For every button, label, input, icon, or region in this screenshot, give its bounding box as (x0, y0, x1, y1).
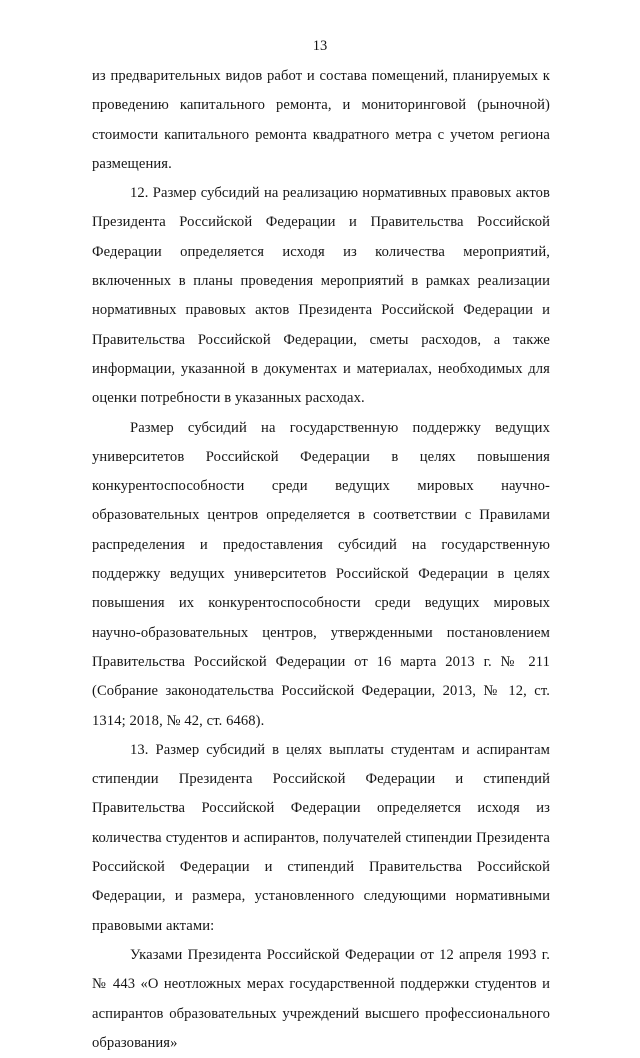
paragraph-5: Указами Президента Российской Федерации от 12 апреля 1993 г. № 443 «О неотложных мерах государственной поддержки студентов и аспирантов образовательных учреждений высшего профессионального образования» (92, 946, 550, 1051)
document-body (92, 62, 550, 1058)
page-number: 13 (312, 38, 328, 54)
paragraph-3: Размер субсидий на государственную поддержку ведущих университетов Российской Федерации в целях повышения конкурентоспособности среди ведущих мировых научно-образовательных центров определяется в соответствии с Правилами распределения и предоставления субсидий на государственную поддержку ведущих университетов Российской Федерации в целях повышения их конкурентоспособности среди ведущих мировых научно-образовательных центров, утвержденными постановлением Правительства Российской Федерации от 16 марта 2013 г. № 211 (Собрание законодательства Российской Федерации, 2013, № 12, ст. 1314; 2018, № 42, ст. 6468). (92, 419, 550, 729)
paragraph-1: из предварительных видов работ и состава помещений, планируемых к проведению капитального ремонта, и мониторинговой (рыночной) стоимости капитального ремонта квадратного метра с учетом региона размещения. (92, 68, 550, 172)
paragraph-2: 12. Размер субсидий на реализацию нормативных правовых актов Президента Российской Федерации и Правительства Российской Федерации определяется исходя из количества мероприятий, включенных в планы проведения мероприятий в рамках реализации нормативных правовых актов Президента Российской Федерации и Правительства Российской Федерации, сметы расходов, а также информации, указанной в документах и материалах, необходимых для оценки потребности в указанных расходах. (92, 185, 550, 407)
paragraph-4: 13. Размер субсидий в целях выплаты студентам и аспирантам стипендии Президента Российской Федерации и стипендий Правительства Российской Федерации определяется исходя из количества студентов и аспирантов, получателей стипендии Президента Российской Федерации и стипендий Правительства Российской Федерации, и размера, установленного следующими нормативными правовыми актами: (92, 741, 550, 934)
